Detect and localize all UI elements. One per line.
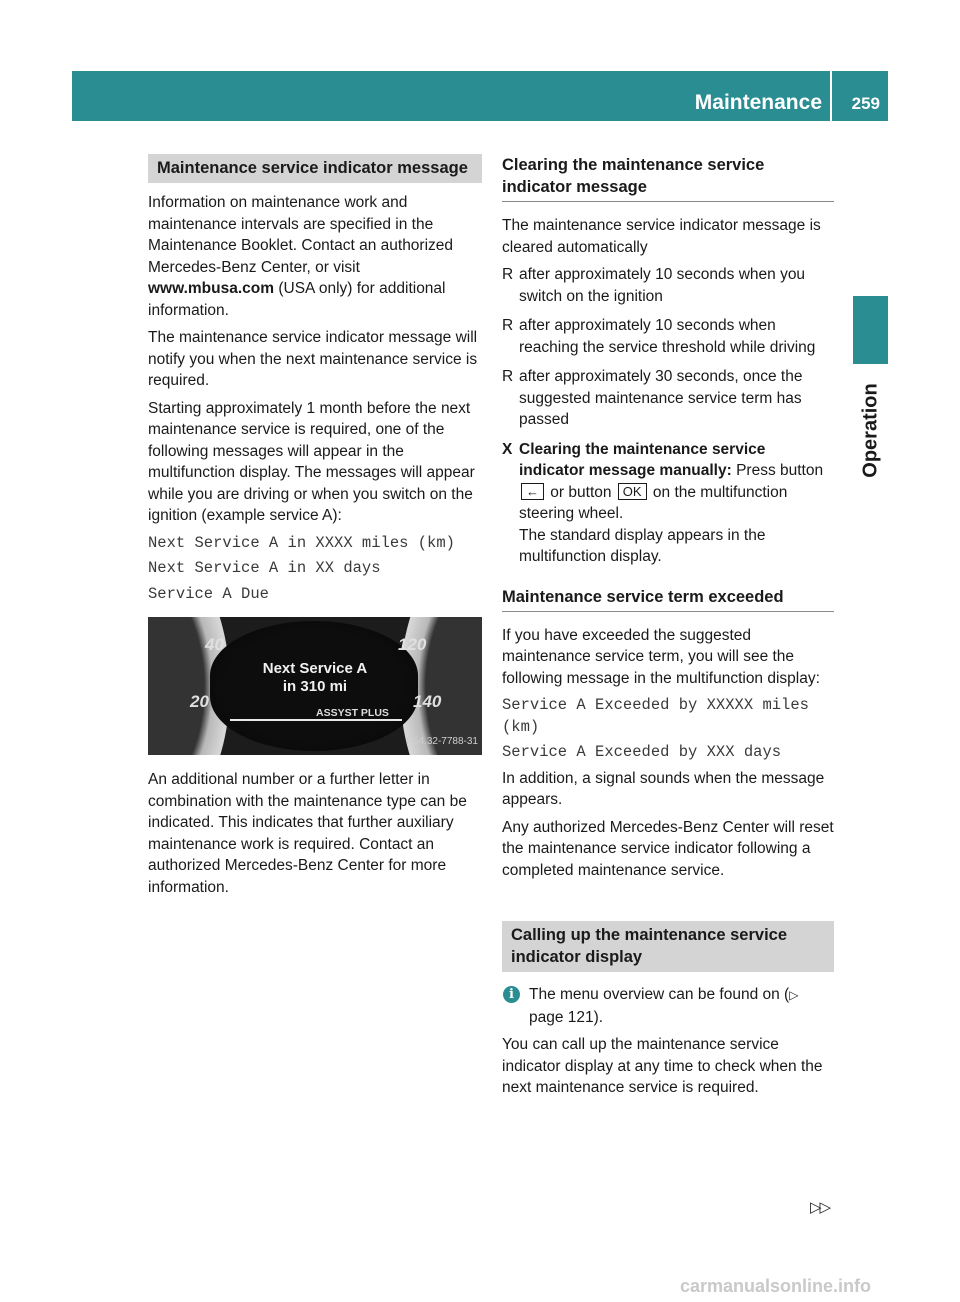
list-item: R after approximately 10 seconds when reaching the service threshold while driving xyxy=(502,317,816,356)
message-example-1: Next Service A in XXXX miles (km) xyxy=(148,533,455,552)
paragraph-reset: Any authorized Mercedes-Benz Center will reset the maintenance service indicator following a completed maintenance service. xyxy=(502,818,834,879)
side-tab-text: Operation xyxy=(859,382,882,478)
page-ref-link[interactable]: page 121). xyxy=(529,1008,604,1026)
left-column xyxy=(148,154,482,904)
header-divider xyxy=(830,71,832,121)
paragraph-exceeded-intro: If you have exceeded the suggested maintenance service term, you will see the following message in the multifunction display: xyxy=(502,626,820,687)
side-tab-label xyxy=(851,370,891,490)
info-note: i The menu overview can be found on (▷ page 121). xyxy=(502,984,834,1028)
gauge-label-140: 140 xyxy=(413,692,442,711)
paragraph-starting: Starting approximately 1 month before the next maintenance service is required, one of the following messages will appear in the multifunction display. The messages will appear while you are driving or when you switch on the ignition (example service A): xyxy=(148,399,475,524)
gauge-label-20: 20 xyxy=(190,692,209,711)
section-title: Maintenance xyxy=(694,91,822,114)
paragraph-intro: Information on maintenance work and maintenance intervals are specified in the Maintenance Booklet. Contact an authorized Mercedes-Benz Center, or visit www.mbusa.com (USA only) for additional information. xyxy=(148,194,454,319)
info-icon: i xyxy=(503,986,520,1003)
bullet-mark: R xyxy=(502,368,514,385)
watermark: carmanualsonline.info xyxy=(680,1276,872,1296)
heading-term-exceeded: Maintenance service term exceeded xyxy=(502,586,834,612)
action-result: The standard display appears in the multifunction display. xyxy=(519,526,766,565)
display-line-1: Next Service A xyxy=(262,660,368,677)
gauge-label-120: 120 xyxy=(398,635,427,654)
paragraph-additional: An additional number or a further letter in combination with the maintenance type can be indicated. This indicates that further auxiliary maintenance work is required. Contact an authorized Mercedes-Benz Center for more information. xyxy=(148,771,467,896)
action-mark: X xyxy=(502,440,513,458)
heading-indicator-message: Maintenance service indicator message xyxy=(148,154,482,183)
heading-calling-up: Calling up the maintenance service indicator display xyxy=(502,921,834,972)
display-underline xyxy=(230,719,402,721)
page-header xyxy=(72,71,888,121)
figure-code: P54.32-7788-31 xyxy=(406,735,478,747)
gauge-label-40: 40 xyxy=(205,635,224,654)
side-tab-marker xyxy=(853,296,888,364)
website-link[interactable]: www.mbusa.com xyxy=(148,280,275,297)
page-number: 259 xyxy=(851,94,880,113)
paragraph-closing: You can call up the maintenance service indicator display at any time to check when the next maintenance service is required. xyxy=(502,1036,823,1096)
back-key-icon: ← xyxy=(521,483,544,500)
list-item: R after approximately 10 seconds when you switch on the ignition xyxy=(502,266,806,305)
display-assyst-label: ASSYST PLUS xyxy=(316,707,389,719)
right-column xyxy=(502,154,834,1105)
exceeded-message-1: Service A Exceeded by XXXXX miles (km) xyxy=(502,696,809,736)
action-step-clear-manually: X Clearing the maintenance service indicator message manually: Press button ← or button OK on the multifunction steering wheel. The standard display appears in the multifunction display. xyxy=(502,440,824,565)
paragraph-notify: The maintenance service indicator message will notify you when the next maintenance service is required. xyxy=(148,329,478,389)
list-item: R after approximately 30 seconds, once the suggested maintenance service term has passed xyxy=(502,368,803,428)
bullet-mark: R xyxy=(502,317,514,334)
message-example-2: Next Service A in XX days xyxy=(148,559,381,577)
ok-key-icon: OK xyxy=(618,483,647,500)
bullet-mark: R xyxy=(502,266,514,283)
instrument-cluster-image xyxy=(148,617,482,755)
exceeded-message-2: Service A Exceeded by XXX days xyxy=(502,743,782,761)
display-line-2: in 310 mi xyxy=(282,678,348,695)
paragraph-cleared-auto: The maintenance service indicator message is cleared automatically xyxy=(502,217,821,256)
heading-clearing: Clearing the maintenance service indicator message xyxy=(502,154,834,202)
page-ref-arrow-icon: ▷ xyxy=(789,988,799,1002)
paragraph-signal: In addition, a signal sounds when the message appears. xyxy=(502,769,825,808)
message-example-3: Service A Due xyxy=(148,584,269,603)
continue-arrows-icon: ▷▷ xyxy=(810,1199,830,1216)
